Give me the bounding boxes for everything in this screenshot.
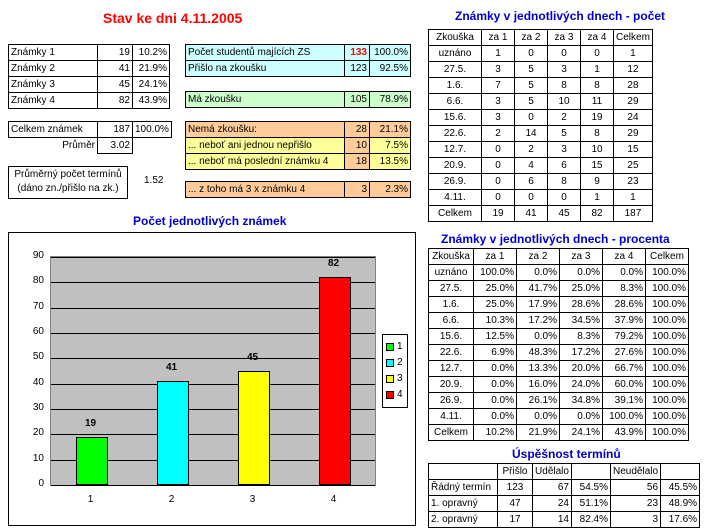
table-cell: Řádný termín [429, 480, 498, 496]
table-cell: 6.9% [474, 345, 517, 361]
table-cell: 8.3% [603, 281, 646, 297]
table-cell: 25.0% [474, 297, 517, 313]
table-cell: 19 [581, 110, 614, 126]
page-title: Stav ke dni 4.11.2005 [103, 10, 243, 26]
last-grade4-pct: 13.5% [370, 154, 411, 170]
table-cell: 20.9. [429, 158, 482, 174]
table-cell: 0.0% [474, 409, 517, 425]
y-tick-label: 90 [32, 250, 44, 261]
table-row [429, 94, 653, 110]
table-cell: 1 [581, 190, 614, 206]
table-cell: 16.0% [517, 377, 560, 393]
table-cell: 45 [548, 206, 581, 222]
table-cell: 187 [614, 206, 653, 222]
table-cell: 0 [515, 110, 548, 126]
table-cell: 0.0% [517, 409, 560, 425]
table-cell: 5 [515, 94, 548, 110]
table-row [186, 45, 411, 61]
table-cell: 100.0% [646, 425, 689, 441]
table-cell: 5 [548, 126, 581, 142]
table-cell: 100.0% [646, 361, 689, 377]
table-cell: za 3 [548, 30, 581, 46]
table-cell: 13.3% [517, 361, 560, 377]
three-fours-table [185, 181, 411, 198]
table-cell: 15.6. [429, 110, 482, 126]
table-row [429, 512, 700, 528]
table-row [429, 158, 653, 174]
table-cell: 6 [548, 158, 581, 174]
table-row [429, 110, 653, 126]
came-pct: 92.5% [370, 61, 411, 77]
table-cell: 11 [581, 94, 614, 110]
table-header-row [429, 249, 689, 265]
table-cell: 3 [482, 94, 515, 110]
table-cell: 17.2% [560, 345, 603, 361]
table-cell: 66.7% [603, 361, 646, 377]
table-row [186, 182, 411, 198]
table-row [429, 190, 653, 206]
table-row [429, 46, 653, 62]
table-header-row [429, 464, 700, 480]
not-passed-label: Nemá zkoušku: [186, 122, 345, 138]
table-cell: 21.9% [517, 425, 560, 441]
table-cell: Zkouška [429, 30, 482, 46]
table-cell: 82.4% [572, 512, 611, 528]
table-row [429, 142, 653, 158]
table-cell: 0 [515, 46, 548, 62]
table-row [429, 174, 653, 190]
table-cell: 0.0% [474, 377, 517, 393]
table-row [186, 92, 411, 108]
came-count: 123 [345, 61, 370, 77]
table-cell: 27.5. [429, 281, 474, 297]
table-row [9, 138, 172, 154]
table-cell: 23 [611, 496, 661, 512]
y-tick-label: 50 [32, 351, 44, 363]
table-cell: 26.9. [429, 393, 474, 409]
table-cell: 22.6. [429, 126, 482, 142]
table-cell: 17.2% [517, 313, 560, 329]
table-cell: 47 [498, 496, 533, 512]
table-row [429, 377, 689, 393]
table-cell: 100.0% [646, 281, 689, 297]
y-tick-label: 20 [32, 427, 44, 439]
table-cell: 14 [533, 512, 572, 528]
table-cell: 15 [614, 142, 653, 158]
y-tick-label: 60 [32, 326, 44, 337]
total-count: 187 [98, 122, 133, 138]
table-cell: 100.0% [646, 409, 689, 425]
grade-count: 19 [98, 45, 133, 61]
table-cell: za 4 [603, 249, 646, 265]
table-cell: 8 [548, 78, 581, 94]
table-cell: 15.6. [429, 329, 474, 345]
table-cell: 123 [498, 480, 533, 496]
table-cell: 1 [482, 46, 515, 62]
success-table [428, 463, 700, 528]
chart-gridline [51, 485, 375, 486]
table-cell: 100.0% [646, 393, 689, 409]
table-cell: 48.9% [661, 496, 700, 512]
table-cell: 5 [515, 78, 548, 94]
table-cell: 1.6. [429, 78, 482, 94]
table-cell: 27.6% [603, 345, 646, 361]
table-cell: 6 [515, 174, 548, 190]
grade-count: 82 [98, 93, 133, 109]
table-cell: 60.0% [603, 377, 646, 393]
never-came-pct: 7.5% [370, 138, 411, 154]
not-passed-table [185, 121, 411, 170]
table-total-row [429, 425, 689, 441]
table-row [9, 45, 170, 61]
table-row [429, 361, 689, 377]
table-cell: 39.1% [603, 393, 646, 409]
pct-table-title: Známky v jednotlivých dnech - procenta [441, 232, 670, 246]
y-tick-label: 80 [32, 275, 44, 287]
y-tick-label: 30 [32, 402, 44, 413]
table-cell: 24 [614, 110, 653, 126]
chart-plot-area [50, 256, 376, 486]
table-cell: 28.6% [603, 297, 646, 313]
bar-data-label: 45 [246, 352, 259, 363]
grade-pct: 21.9% [133, 61, 170, 77]
table-cell: 20.9. [429, 377, 474, 393]
table-cell: 25 [614, 158, 653, 174]
enrolled-pct: 100.0% [370, 45, 411, 61]
table-cell: 8 [581, 126, 614, 142]
passed-label: Má zkoušku [186, 92, 345, 108]
table-cell: 3 [482, 62, 515, 78]
table-cell: 100.0% [646, 329, 689, 345]
grade-label: Známky 3 [9, 77, 98, 93]
y-tick-label: 0 [38, 478, 44, 489]
success-table-title: Úspěšnost termínů [512, 447, 621, 461]
table-cell: Přišlo [498, 464, 533, 480]
table-cell: 25.0% [560, 281, 603, 297]
table-cell: 10 [581, 142, 614, 158]
passed-pct: 78.9% [370, 92, 411, 108]
y-tick-label: 40 [32, 376, 44, 388]
legend-swatch [386, 391, 394, 399]
avg-terms-line2: (dáno zn./přišlo na zk.) [17, 183, 119, 194]
table-row [429, 393, 689, 409]
table-cell: 0.0% [474, 361, 517, 377]
chart-bar [76, 437, 108, 485]
avg-value: 3.02 [98, 138, 133, 154]
table-cell: 12.5% [474, 329, 517, 345]
table-cell: za 3 [560, 249, 603, 265]
table-cell: Udělalo [533, 464, 572, 480]
chart-legend [382, 334, 408, 408]
table-cell: 100.0% [603, 409, 646, 425]
x-tick-label: 2 [168, 494, 175, 505]
table-cell: Celkem [429, 206, 482, 222]
table-cell: 17.9% [517, 297, 560, 313]
table-cell: za 2 [515, 30, 548, 46]
table-cell: 8 [548, 174, 581, 190]
x-tick-label: 1 [87, 494, 94, 505]
three-fours-count: 3 [345, 182, 370, 198]
table-cell: 23 [614, 174, 653, 190]
grade-label: Známky 1 [9, 45, 98, 61]
table-cell: 8.3% [560, 329, 603, 345]
table-cell: 100.0% [646, 377, 689, 393]
table-row [186, 138, 411, 154]
x-tick-label: 3 [249, 494, 256, 505]
table-cell: 14 [515, 126, 548, 142]
counts-table [428, 29, 653, 222]
table-cell: 45.5% [661, 480, 700, 496]
table-cell: 0 [482, 142, 515, 158]
bar-data-label: 41 [165, 362, 178, 374]
counts-table-title: Známky v jednotlivých dnech - počet [455, 9, 666, 23]
legend-label: 3 [397, 373, 403, 384]
table-cell: 27.5. [429, 62, 482, 78]
table-cell: 3 [611, 512, 661, 528]
table-cell: 10.3% [474, 313, 517, 329]
pct-table [428, 248, 689, 441]
table-cell: 0 [482, 190, 515, 206]
table-cell: 1 [614, 46, 653, 62]
table-cell: 43.9% [603, 425, 646, 441]
table-cell: 100.0% [646, 345, 689, 361]
table-cell: 29 [614, 126, 653, 142]
passed-count: 105 [345, 92, 370, 108]
table-cell: Neudělalo [611, 464, 661, 480]
table-cell: 34.8% [560, 393, 603, 409]
table-cell: za 4 [581, 30, 614, 46]
table-cell: uznáno [429, 265, 474, 281]
avg-terms-label [8, 166, 128, 199]
table-cell: 56 [611, 480, 661, 496]
table-cell: 41.7% [517, 281, 560, 297]
x-tick-label: 4 [330, 494, 337, 505]
table-cell: 4.11. [429, 190, 482, 206]
grade-pct: 24.1% [133, 77, 170, 93]
table-cell: 9 [581, 174, 614, 190]
table-cell: 29 [614, 94, 653, 110]
table-cell: 2 [482, 126, 515, 142]
legend-swatch [386, 359, 394, 367]
table-cell: 79.2% [603, 329, 646, 345]
table-row [429, 297, 689, 313]
table-cell: 3 [482, 110, 515, 126]
table-cell: 6.6. [429, 94, 482, 110]
table-cell: 2 [548, 110, 581, 126]
enrolled-label: Počet studentů majících ZS [186, 45, 345, 61]
table-cell: 0 [482, 174, 515, 190]
total-label: Celkem známek [9, 122, 98, 138]
table-cell: 0 [515, 190, 548, 206]
table-cell: 24.0% [560, 377, 603, 393]
last-grade4-count: 18 [345, 154, 370, 170]
last-grade4-label: ... neboť má poslední známku 4 [186, 154, 345, 170]
table-cell: 24 [533, 496, 572, 512]
legend-swatch [386, 375, 394, 383]
table-row [429, 281, 689, 297]
table-cell: 0 [581, 46, 614, 62]
enrolled-count: 133 [345, 45, 370, 61]
table-row [429, 409, 689, 425]
came-label: Přišlo na zkoušku [186, 61, 345, 77]
chart-bar [319, 277, 351, 485]
table-cell: 0 [548, 190, 581, 206]
table-cell: uznáno [429, 46, 482, 62]
legend-label: 2 [397, 357, 403, 368]
three-fours-label: ... z toho má 3 x známku 4 [186, 182, 345, 198]
grade-pct: 10.2% [133, 45, 170, 61]
table-cell: 25.0% [474, 281, 517, 297]
table-cell: 12.7. [429, 361, 474, 377]
table-row [186, 154, 411, 170]
table-cell: 4.11. [429, 409, 474, 425]
total-table [8, 121, 172, 154]
table-row [429, 62, 653, 78]
avg-terms-value: 1.52 [144, 175, 164, 186]
table-row [429, 496, 700, 512]
table-cell: 1. opravný [429, 496, 498, 512]
table-cell: 0.0% [560, 409, 603, 425]
table-cell: 0 [482, 158, 515, 174]
table-cell: 7 [482, 78, 515, 94]
table-cell: 15 [581, 158, 614, 174]
y-tick-label: 70 [32, 300, 44, 312]
table-cell: 100.0% [646, 313, 689, 329]
table-cell: Celkem [429, 425, 474, 441]
three-fours-pct: 2.3% [370, 182, 411, 198]
table-cell: 12 [614, 62, 653, 78]
table-cell: 3 [548, 142, 581, 158]
table-row [429, 126, 653, 142]
table-cell: 10 [548, 94, 581, 110]
never-came-count: 10 [345, 138, 370, 154]
table-cell [661, 464, 700, 480]
bar-data-label: 19 [84, 417, 97, 429]
students-table [185, 44, 411, 77]
table-cell: 51.1% [572, 496, 611, 512]
table-cell: 26.1% [517, 393, 560, 409]
table-cell: 22.6. [429, 345, 474, 361]
avg-label: Průměr [62, 140, 95, 152]
avg-terms-line1: Průměrný počet termínů [14, 169, 122, 180]
chart-bar [238, 371, 270, 485]
table-cell: 17.6% [661, 512, 700, 528]
passed-table [185, 91, 411, 108]
table-row [9, 122, 172, 138]
table-row [429, 345, 689, 361]
table-row [429, 265, 689, 281]
table-cell: 20.0% [560, 361, 603, 377]
table-cell: 19 [482, 206, 515, 222]
table-row [429, 480, 700, 496]
table-cell [429, 464, 498, 480]
table-cell: 0.0% [474, 393, 517, 409]
table-cell: 2 [515, 142, 548, 158]
table-cell: 1 [581, 62, 614, 78]
table-cell [572, 464, 611, 480]
table-cell: 28 [614, 78, 653, 94]
table-cell: 48.3% [517, 345, 560, 361]
table-cell: za 2 [517, 249, 560, 265]
table-cell: 0.0% [517, 265, 560, 281]
grade-count: 41 [98, 61, 133, 77]
table-row [9, 93, 170, 109]
table-row [429, 329, 689, 345]
chart-bar [157, 381, 189, 485]
table-cell: 34.5% [560, 313, 603, 329]
table-row [186, 61, 411, 77]
table-row [429, 78, 653, 94]
table-cell: 1.6. [429, 297, 474, 313]
chart-title: Počet jednotlivých známek [133, 214, 287, 228]
table-row [429, 313, 689, 329]
legend-label: 4 [397, 389, 403, 400]
table-cell: 10.2% [474, 425, 517, 441]
table-cell: 5 [515, 62, 548, 78]
table-cell: 37.9% [603, 313, 646, 329]
table-total-row [429, 206, 653, 222]
table-cell: 2. opravný [429, 512, 498, 528]
table-row [186, 122, 411, 138]
table-cell: 24.1% [560, 425, 603, 441]
grade-label: Známky 2 [9, 61, 98, 77]
table-cell: za 1 [474, 249, 517, 265]
table-cell: 26.9. [429, 174, 482, 190]
table-cell: 100.0% [646, 297, 689, 313]
table-cell: 100.0% [646, 265, 689, 281]
table-cell: 3 [548, 62, 581, 78]
table-cell: 100.0% [474, 265, 517, 281]
table-cell: 17 [498, 512, 533, 528]
y-tick-label: 10 [32, 452, 44, 464]
table-cell: 67 [533, 480, 572, 496]
table-header-row [429, 30, 653, 46]
grade-pct: 43.9% [133, 93, 170, 109]
total-pct: 100.0% [133, 122, 172, 138]
never-came-label: ... neboť ani jednou nepřišlo [186, 138, 345, 154]
table-cell: Zkouška [429, 249, 474, 265]
table-cell: za 1 [482, 30, 515, 46]
table-cell: 6.6. [429, 313, 474, 329]
table-cell: 0.0% [560, 265, 603, 281]
not-passed-count: 28 [345, 122, 370, 138]
table-cell: Celkem [614, 30, 653, 46]
table-cell: Celkem [646, 249, 689, 265]
table-cell: 28.6% [560, 297, 603, 313]
grade-label: Známky 4 [9, 93, 98, 109]
table-cell: 82 [581, 206, 614, 222]
table-cell: 0.0% [603, 265, 646, 281]
table-row [9, 77, 170, 93]
table-cell: 41 [515, 206, 548, 222]
table-row [9, 61, 170, 77]
table-cell: 0 [548, 46, 581, 62]
table-cell: 1 [614, 190, 653, 206]
legend-swatch [386, 343, 394, 351]
grade-count: 45 [98, 77, 133, 93]
table-cell: 54.5% [572, 480, 611, 496]
grades-table [8, 44, 170, 109]
legend-label: 1 [397, 341, 403, 352]
not-passed-pct: 21.1% [370, 122, 411, 138]
table-cell: 8 [581, 78, 614, 94]
table-cell: 12.7. [429, 142, 482, 158]
bar-data-label: 82 [327, 258, 340, 270]
table-cell: 4 [515, 158, 548, 174]
table-cell: 0.0% [517, 329, 560, 345]
